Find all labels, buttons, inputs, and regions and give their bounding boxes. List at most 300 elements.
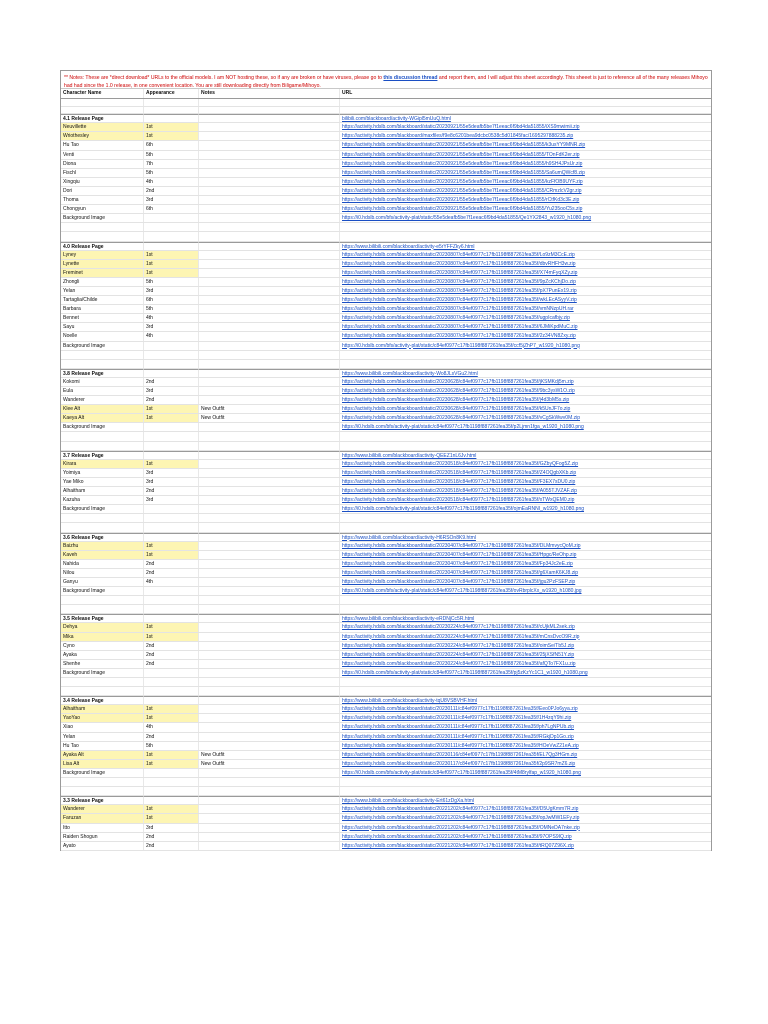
character-name-cell: Background Image (61, 423, 144, 431)
empty-cell (199, 107, 340, 114)
appearance-cell (144, 214, 199, 222)
character-name-cell: Xingqiu (61, 178, 144, 186)
notes-cell: New Outfit (199, 751, 340, 759)
character-name-cell: Chongyun (61, 205, 144, 213)
download-url-link[interactable]: https://activity.hdslb.com/blackboard/static/20230807/c84ef0977c17fb1198f887261fea35f/vmNNzpUH.rar (342, 306, 574, 313)
appearance-cell: 3rd (144, 196, 199, 204)
notes-cell: New Outfit (199, 405, 340, 413)
blank-row (61, 787, 711, 796)
table-row (61, 378, 711, 387)
notes-cell (199, 842, 340, 850)
download-url-link[interactable]: https://activity.hdslb.com/blackboard/static/20230807/c84ef0977c17fb1198f887261fea35f/pX7PunEx19.zip (342, 287, 577, 294)
empty-cell (144, 232, 199, 240)
character-name-cell: Background Image (61, 342, 144, 350)
notes-cell (199, 833, 340, 841)
empty-cell (144, 451, 199, 459)
notes-cell (199, 396, 340, 404)
empty-cell (144, 442, 199, 450)
release-page-link[interactable]: https://www.bilibili.com/blackboard/activity-e5rYFFZky6.html (340, 242, 711, 250)
release-page-link[interactable]: bilibili.com/blackboard/activity-WGipl5mUuQ.html (340, 114, 711, 122)
table-row (61, 141, 711, 150)
blank-row (61, 99, 711, 107)
empty-cell (61, 99, 144, 106)
notes-cell (199, 496, 340, 504)
table-row (61, 478, 711, 487)
download-url-link[interactable]: https://activity.hdslb.com/blackboard/static/20230921/55e5deafb5be7f1eeac6f9bd4da51855/k3usYY9MNR.zip (342, 142, 586, 149)
download-url-link[interactable]: https://i0.hdslb.com/bfs/activity-plat/static/c84ef0977c17fb1198f887261fea35f/ccf5jZhP7_w1920_h1080.png (342, 342, 580, 349)
download-url-link[interactable]: https://activity.hdslb.com/blackboard/static/20230628/c84ef0977c17fb1198f887261fea35f/jKSMKdj5m.zip (342, 378, 574, 385)
section-title: 4.0 Release Page (61, 242, 144, 250)
character-name-cell: Ayato (61, 842, 144, 850)
empty-cell (340, 442, 711, 450)
notes-cell (199, 460, 340, 468)
character-name-cell: Mika (61, 633, 144, 641)
download-url-link[interactable]: https://activity.hdslb.com/blackboard/static/20230224/c84ef0977c17fb1198f887261fea35f/afQTo7FX1u.zip (342, 660, 576, 667)
empty-cell (61, 514, 144, 522)
appearance-cell: 2nd (144, 660, 199, 668)
character-name-cell: Background Image (61, 669, 144, 677)
download-url-link[interactable]: https://activity.hdslb.com/blackboard/static/20230628/c84ef0977c17fb1198f887261fea35f/j4d3bM5s.zip (342, 397, 570, 404)
empty-cell (199, 451, 340, 459)
character-name-cell: Thoma (61, 196, 144, 204)
notes-text-part1: ** Notes: These are *direct download* URLs to the official models. I am NOT hosting these, so if any are broken or have viruses, please go to (64, 75, 384, 81)
table-row (61, 169, 711, 178)
appearance-cell: 1st (144, 460, 199, 468)
empty-cell (61, 442, 144, 450)
table-row (61, 642, 711, 651)
notes-cell (199, 551, 340, 559)
download-url-link[interactable]: https://activity.hdslb.com/blackboard/static/20230807/c84ef0977c17fb1198f887261fea35f/9pZcKChjDo.zip (342, 278, 576, 285)
table-row (61, 769, 711, 778)
empty-cell (144, 596, 199, 604)
character-name-cell: Yelan (61, 287, 144, 295)
character-name-cell: Barbara (61, 305, 144, 313)
download-url-link[interactable]: https://activity.hdslb.com/blackboard/static/20230407/c84ef0977c17fb1198f887261fea35f/Fp34Jc2eE.zip (342, 560, 573, 567)
sheet-body (61, 99, 711, 851)
download-url-link[interactable]: https://i0.hdslb.com/bfs/activity-plat/static/c84ef0977c17fb1198f887261fea35f/ojmEaRNNI_w1920_h1080.png (342, 506, 585, 513)
download-url-link[interactable]: https://activity.hdslb.com/blackboard/static/20230111/c84ef0977c17fb1198f887261fea35f/ph7LgNPUb.zip (342, 724, 575, 731)
appearance-cell: 2nd (144, 560, 199, 568)
character-name-cell: Klee Alt (61, 405, 144, 413)
table-row (61, 660, 711, 669)
appearance-cell: 7th (144, 160, 199, 168)
appearance-cell (144, 505, 199, 513)
notes-cell (199, 714, 340, 722)
release-page-link[interactable]: https://www.bilibili.com/blackboard/activity-QEEZ1nL6Jv.html (340, 451, 711, 459)
empty-cell (199, 223, 340, 231)
blank-row (61, 687, 711, 696)
appearance-cell (144, 587, 199, 595)
notes-cell (199, 805, 340, 813)
empty-cell (61, 223, 144, 231)
appearance-cell: 4th (144, 332, 199, 340)
empty-cell (340, 223, 711, 231)
download-url-link[interactable]: https://activity.hdslb.com/blackboard/static/20230518/c84ef0977c17fb1198f887261fea35f/F3EX7sDU0.zip (342, 478, 576, 485)
appearance-cell: 1st (144, 414, 199, 422)
table-row (61, 332, 711, 341)
character-name-cell: Ayaka (61, 651, 144, 659)
character-name-cell: Shenhe (61, 660, 144, 668)
empty-cell (199, 360, 340, 368)
header-url: URL (342, 90, 353, 96)
notes-cell (199, 323, 340, 331)
empty-cell (144, 242, 199, 250)
release-page-link[interactable]: https://www.bilibili.com/blackboard/activity-H6RSOn8K9.html (340, 533, 711, 541)
appearance-cell: 6th (144, 141, 199, 149)
empty-cell (144, 369, 199, 377)
character-name-cell: Eula (61, 387, 144, 395)
appearance-cell: 4th (144, 314, 199, 322)
spreadsheet (60, 70, 712, 851)
empty-cell (199, 523, 340, 531)
notes-cell (199, 587, 340, 595)
download-url-link[interactable]: https://activity.hdslb.com/blackboard/static/20230807/c84ef0977c17fb1198f887261fea35f/ugpIcafbjy.zip (342, 315, 570, 322)
header-notes: Notes (199, 89, 340, 98)
notes-cell (199, 187, 340, 195)
notes-text-part2: and report them, and I will adjust this sheet accordingly. This sheeet is just to reference all of the many releases Mihoyo had had since the 1.0 release, in one convenient location. You are still downloading directly from Biligame/Mihoyo. (64, 75, 708, 89)
empty-cell (199, 432, 340, 440)
notes-cell (199, 705, 340, 713)
download-url-link[interactable]: https://activity.hdslb.com/blackboard/static/20230224/c84ef0977c17fb1198f887261fea35f/mCnsDvcO9R.zip (342, 633, 580, 640)
character-name-cell: Lisa Alt (61, 760, 144, 768)
table-row (61, 342, 711, 351)
notes-cell (199, 332, 340, 340)
appearance-cell: 2nd (144, 569, 199, 577)
download-url-link[interactable]: https://activity.hdslb.com/blackboard/static/20230921/55e5deafb5be7f1eeac6f9bd4da51855/TOnFdK2er.zip (342, 151, 580, 158)
notes-cell (199, 123, 340, 131)
download-url-link[interactable]: https://activity.hdslb.com/blackboard/static/20230807/c84ef0977c17fb1198f887261fea35f/X74mFyqXZy.zip (342, 269, 578, 276)
appearance-cell: 3rd (144, 478, 199, 486)
empty-cell (199, 369, 340, 377)
table-row (61, 214, 711, 223)
appearance-cell: 5th (144, 305, 199, 313)
appearance-cell (144, 423, 199, 431)
empty-cell (199, 533, 340, 541)
character-name-cell: Ganyu (61, 578, 144, 586)
empty-cell (340, 596, 711, 604)
notes-cell (199, 160, 340, 168)
download-url-link[interactable]: https://activity.hdslb.com/blackboard/static/20221202/c84ef0977c17fb1198f887261fea35f/97OPS9IQ.zip (342, 833, 572, 840)
download-url-link[interactable]: https://activity.hdslb.com/blackboard/static/20230224/c84ef0977c17fb1198f887261fea35f/oimSe/Tb5J.zip (342, 642, 575, 649)
character-name-cell: Cyno (61, 642, 144, 650)
download-url-link[interactable]: https://activity.hdslb.com/blackboard/static/20230224/c84ef0977c17fb1198f887261fea35f/cUjkML2sek.zip (342, 624, 575, 631)
notes-cell (199, 660, 340, 668)
download-url-link[interactable]: https://activity.hdslb.com/blackboard/static/20230111/c84ef0977c17fb1198f887261fea35f/RGkjDp1Go.zip (342, 733, 574, 740)
download-url-link[interactable]: https://activity.hdslb.com/blackboard/static/20230407/c84ef0977c17fb1198f887261fea35f/g6XamK6KJ8.zip (342, 569, 579, 576)
empty-cell (199, 114, 340, 122)
download-url-link[interactable]: https://activity.hdslb.com/blackboard/static/20230407/c84ef0977c17fb1198f887261fea35f/DLMmvycQoM.zip (342, 542, 581, 549)
section-title: 3.7 Release Page (61, 451, 144, 459)
notes-cell (199, 378, 340, 386)
empty-cell (199, 99, 340, 106)
notes-cell: New Outfit (199, 760, 340, 768)
table-row (61, 587, 711, 596)
character-name-cell: Yelan (61, 733, 144, 741)
download-url-link[interactable]: https://activity.hdslb.com/blackboard/static/20230921/55e5deafb5be7f1eeac6f9bd4da51855/h9SH4JPsUr.zip (342, 160, 583, 167)
character-name-cell: Background Image (61, 214, 144, 222)
download-url-link[interactable]: https://activity.hdslb.com/blackboard/static/20230407/c84ef0977c17fb1198f887261fea35f/Hpgc/ReOhp.zip (342, 551, 577, 558)
notes-cell (199, 542, 340, 550)
empty-cell (61, 596, 144, 604)
appearance-cell: 1st (144, 542, 199, 550)
download-url-link[interactable]: https://activity.hdslb.com/blackboard/static/20230921/55e5deafb5be7f1eeac6f9bd4da51855/rCtfKd3c3E.zip (342, 197, 580, 204)
table-row (61, 305, 711, 314)
character-name-cell: Dori (61, 187, 144, 195)
empty-cell (144, 114, 199, 122)
empty-cell (340, 360, 711, 368)
table-row (61, 733, 711, 742)
appearance-cell: 3rd (144, 387, 199, 395)
empty-cell (61, 360, 144, 368)
release-page-link[interactable]: https://www.bilibili.com/blackboard/activity-Wo8JLsVGu2.html (340, 369, 711, 377)
empty-cell (144, 787, 199, 795)
notes-cell (199, 578, 340, 586)
download-url-link[interactable]: https://activity.hdslb.com/blackboard/static/20230921/55e5deafb5be7f1eeac6f9bd4da51855/kzFfOB9UYF.zip (342, 178, 583, 185)
download-url-link[interactable]: https://activity.hdslb.com/blackboard/static/20230807/c84ef0977c17fb1198f887261fea35f/dbvRHFH3w.zip (342, 260, 576, 267)
empty-cell (144, 360, 199, 368)
section-title: 3.5 Release Page (61, 614, 144, 622)
table-row (61, 623, 711, 632)
empty-cell (199, 678, 340, 686)
table-row (61, 760, 711, 769)
download-url-link[interactable]: https://activity.hdslb.com/blackboard/static/20221202/c84ef0977c17fb1198f887261fea35f/tRQ07Z96X.zip (342, 842, 574, 849)
blank-row (61, 596, 711, 605)
notes-cell (199, 260, 340, 268)
blank-row (61, 107, 711, 115)
empty-cell (144, 523, 199, 531)
character-name-cell: Kaveh (61, 551, 144, 559)
download-url-link[interactable]: https://activity.hdslb.com/blackboard/static/20230518/c84ef0977c17fb1198f887261fea35f/xTWxQEM0.zip (342, 497, 575, 504)
empty-cell (340, 432, 711, 440)
download-url-link[interactable]: https://activity.hdslb.com/blackboard/static/20230921/55e5deafb5be7f1eeac6f9bd4da51855/Yu235ooC5s.zip (342, 206, 583, 213)
character-name-cell: Baizhu (61, 542, 144, 550)
empty-cell (144, 678, 199, 686)
table-row (61, 487, 711, 496)
table-row (61, 505, 711, 514)
download-url-link[interactable]: https://activity.hdslb.com/blackboard/static/20230117/c84ef0977c17fb1198f887261fea35f/2p9SR7mZ6.zip (342, 760, 576, 767)
appearance-cell (144, 669, 199, 677)
appearance-cell (144, 342, 199, 350)
table-row (61, 805, 711, 814)
appearance-cell: 3rd (144, 824, 199, 832)
section-header-row (61, 614, 711, 623)
appearance-cell: 6th (144, 205, 199, 213)
section-header-row (61, 796, 711, 805)
table-row (61, 405, 711, 414)
table-row (61, 496, 711, 505)
section-title: 3.6 Release Page (61, 533, 144, 541)
table-row (61, 578, 711, 587)
table-row (61, 633, 711, 642)
character-name-cell: Ayaka Alt (61, 751, 144, 759)
download-url-link[interactable]: https://activity.hdslb.com/blackboard/static/20230407/c84ef0977c17fb1198f887261fea35f/jgu2PzFSEP.zip (342, 578, 576, 585)
empty-cell (340, 678, 711, 686)
appearance-cell: 1st (144, 633, 199, 641)
appearance-cell: 1st (144, 269, 199, 277)
release-page-link[interactable]: https://www.bilibili.com/blackboard/activity-tqU8VSBVHF.html (340, 696, 711, 704)
empty-cell (61, 107, 144, 114)
blank-row (61, 432, 711, 441)
notes-cell (199, 723, 340, 731)
notes-cell (61, 71, 711, 89)
appearance-cell: 4th (144, 178, 199, 186)
section-title: 4.1 Release Page (61, 114, 144, 122)
character-name-cell: Kirara (61, 460, 144, 468)
notes-cell (199, 478, 340, 486)
character-name-cell: Hu Tao (61, 141, 144, 149)
section-title: 3.4 Release Page (61, 696, 144, 704)
empty-cell (340, 778, 711, 786)
empty-cell (61, 432, 144, 440)
empty-cell (199, 696, 340, 704)
notes-cell (199, 560, 340, 568)
download-url-link[interactable]: https://activity.hdslb.com/blackboard/static/20230807/c84ef0977c17fb1198f887261fea35f/Lo9zM3CcE.zip (342, 251, 575, 258)
download-url-link[interactable]: https://activity.hdslb.com/blackboard/maxfiles/f9e8c6201bea9dcbc0538c5d01845fac/1695297888235.zip (342, 133, 574, 140)
notes-cell (199, 251, 340, 259)
empty-cell (61, 523, 144, 531)
empty-cell (144, 514, 199, 522)
table-row (61, 669, 711, 678)
notes-cell (199, 642, 340, 650)
empty-cell (340, 514, 711, 522)
blank-row (61, 605, 711, 614)
download-url-link[interactable]: https://activity.hdslb.com/blackboard/static/20221202/c84ef0977c17fb1198f887261fea35f/OMNeDA7nke.zip (342, 824, 580, 831)
blank-row (61, 778, 711, 787)
download-url-link[interactable]: https://activity.hdslb.com/blackboard/static/20230518/c84ef0977c17fb1198f887261fea35f/GZbyQFog5Z.zip (342, 460, 579, 467)
download-url-link[interactable]: https://activity.hdslb.com/blackboard/static/20230518/c84ef0977c17fb1198f887261fea35f/Z4OQgbXKb.zip (342, 469, 577, 476)
table-row (61, 132, 711, 141)
character-name-cell: Kaeya Alt (61, 414, 144, 422)
download-url-link[interactable]: https://activity.hdslb.com/blackboard/static/20230111/c84ef0977c17fb1198f887261fea35f/1H4zqY9hi.zip (342, 715, 572, 722)
appearance-cell: 4th (144, 723, 199, 731)
notes-cell: New Outfit (199, 414, 340, 422)
empty-cell (340, 351, 711, 359)
empty-cell (340, 99, 711, 106)
empty-cell (199, 232, 340, 240)
character-name-cell: Sayu (61, 323, 144, 331)
download-url-link[interactable]: https://i0.hdslb.com/bfs/activity-plat/static/c84ef0977c17fb1198f887261fea35f/p2Ljmn1fga_w1920_h1080.png (342, 424, 584, 431)
download-url-link[interactable]: https://i0.hdslb.com/bfs/activity-plat/static/c84ef0977c17fb1198f887261fea35f/pj5zKzYc1C1_w1920_h1080.png (342, 669, 588, 676)
notes-cell (199, 814, 340, 822)
table-row (61, 287, 711, 296)
appearance-cell: 5th (144, 151, 199, 159)
blank-row (61, 360, 711, 369)
download-url-link[interactable]: https://activity.hdslb.com/blackboard/static/20230921/55e5deafb5be7f1eeac6f9bd4da51855/Sa6umQWcf8.zip (342, 169, 585, 176)
empty-cell (199, 778, 340, 786)
release-page-link[interactable]: https://www.bilibili.com/blackboard/activity-Ert61zDgXa.html (340, 796, 711, 804)
table-row (61, 314, 711, 323)
section-title: 3.3 Release Page (61, 796, 144, 804)
download-url-link[interactable]: https://activity.hdslb.com/blackboard/static/20230628/c84ef0977c17fb1198f887261fea35f/9bc3ysW1O.zip (342, 388, 575, 394)
appearance-cell: 2nd (144, 187, 199, 195)
table-row (61, 742, 711, 751)
table-row (61, 833, 711, 842)
download-url-link[interactable]: https://activity.hdslb.com/blackboard/static/20230807/c84ef0977c17fb1198f887261fea35f/6JMiKpdMuC.zip (342, 324, 578, 331)
empty-cell (199, 351, 340, 359)
blank-row (61, 678, 711, 687)
notes-cell (199, 623, 340, 631)
empty-cell (340, 787, 711, 795)
character-name-cell: Wanderer (61, 396, 144, 404)
download-url-link[interactable]: https://activity.hdslb.com/blackboard/static/20230921/55e5deafb5be7f1eeac6f9bd4da51855/iXS9mwimii.zip (342, 124, 580, 131)
table-row (61, 814, 711, 823)
notes-cell (199, 196, 340, 204)
section-header-row (61, 533, 711, 542)
empty-cell (61, 778, 144, 786)
discussion-thread-link[interactable]: this discussion thread (383, 75, 438, 81)
table-row (61, 396, 711, 405)
notes-cell (199, 296, 340, 304)
character-name-cell: Yae Miko (61, 478, 144, 486)
download-url-link[interactable]: https://activity.hdslb.com/blackboard/static/20230807/c84ef0977c17fb1198f887261fea35f/2z34VN8Zxy.zip (342, 333, 576, 340)
character-name-cell: Fischl (61, 169, 144, 177)
notes-cell (199, 169, 340, 177)
table-row (61, 824, 711, 833)
appearance-cell: 2nd (144, 396, 199, 404)
download-url-link[interactable]: https://activity.hdslb.com/blackboard/static/20230116/c84ef0977c17fb1198f887261fea35f/EL7Qg3HGm.zip (342, 751, 578, 758)
notes-cell (199, 269, 340, 277)
notes-cell (199, 733, 340, 741)
empty-cell (144, 605, 199, 613)
character-name-cell: Freminet (61, 269, 144, 277)
empty-cell (199, 442, 340, 450)
notes-cell (199, 342, 340, 350)
download-url-link[interactable]: https://activity.hdslb.com/blackboard/static/20230224/c84ef0977c17fb1198f887261fea35f/25jXSfN51Y.zip (342, 651, 575, 658)
character-name-cell: Background Image (61, 587, 144, 595)
download-url-link[interactable]: https://activity.hdslb.com/blackboard/static/20221202/c84ef0977c17fb1198f887261fea35f/opJwMW1EFy.zip (342, 815, 580, 822)
appearance-cell: 5th (144, 169, 199, 177)
appearance-cell: 1st (144, 123, 199, 131)
appearance-cell: 1st (144, 705, 199, 713)
table-row (61, 551, 711, 560)
release-page-link[interactable]: https://www.bilibili.com/blackboard/activity-eRDNjCc5R.html (340, 614, 711, 622)
blank-row (61, 514, 711, 523)
table-row (61, 542, 711, 551)
appearance-cell: 1st (144, 405, 199, 413)
table-row (61, 278, 711, 287)
download-url-link[interactable]: https://activity.hdslb.com/blackboard/static/20230807/c84ef0977c17fb1198f887261fea35f/wkLEcASyyV.zip (342, 297, 577, 304)
table-row (61, 123, 711, 132)
download-url-link[interactable]: https://activity.hdslb.com/blackboard/static/20230111/c84ef0977c17fb1198f887261fea35f/HOeVwZ21eA.zip (342, 742, 579, 749)
character-name-cell: Dehya (61, 623, 144, 631)
download-url-link[interactable]: https://activity.hdslb.com/blackboard/static/20230518/c84ef0977c17fb1198f887261fea35f/A055TJVZAF.zip (342, 488, 577, 495)
section-header-row (61, 114, 711, 123)
appearance-cell: 1st (144, 751, 199, 759)
empty-cell (340, 107, 711, 114)
table-row (61, 842, 711, 851)
empty-cell (340, 523, 711, 531)
character-name-cell: Background Image (61, 769, 144, 777)
table-row (61, 151, 711, 160)
appearance-cell: 1st (144, 260, 199, 268)
character-name-cell: Neuvillette (61, 123, 144, 131)
download-url-link[interactable]: https://activity.hdslb.com/blackboard/static/20230628/c84ef0977c17fb1198f887261fea35f/k5UnJF7o.zip (342, 406, 571, 413)
download-url-link[interactable]: https://i0.hdslb.com/bfs/activity-plat/static/55e5deafb5be7f1eeac6f9bd4da51855/Qe1YX2843_w1920_h1080.png (342, 215, 592, 222)
appearance-cell: 2nd (144, 378, 199, 386)
download-url-link[interactable]: https://activity.hdslb.com/blackboard/static/20230921/55e5deafb5be7f1eeac6f9bd4da51855/CRmzlcV2gr.zip (342, 187, 582, 194)
download-url-link[interactable]: https://i0.hdslb.com/bfs/activity-plat/static/c84ef0977c17fb1198f887261fea35f/ovRbrplcXx_w1920_h1080.jpg (342, 588, 582, 595)
download-url-link[interactable]: https://i0.hdslb.com/bfs/activity-plat/static/c84ef0977c17fb1198f887261fea35f/4tM8rylfap_w1920_h1080.png (342, 769, 581, 776)
appearance-cell: 2nd (144, 487, 199, 495)
appearance-cell: 1st (144, 551, 199, 559)
character-name-cell: Hu Tao (61, 742, 144, 750)
download-url-link[interactable]: https://activity.hdslb.com/blackboard/static/20230111/c84ef0977c17fb1198f887261fea35f/Eeo0PJo6yya.zip (342, 706, 578, 713)
notes-cell (199, 569, 340, 577)
notes-cell (199, 824, 340, 832)
character-name-cell: Tartaglia/Childe (61, 296, 144, 304)
download-url-link[interactable]: https://activity.hdslb.com/blackboard/static/20230628/c84ef0977c17fb1198f887261fea35f/vCgSkWwv0M.zip (342, 415, 581, 422)
download-url-link[interactable]: https://activity.hdslb.com/blackboard/static/20221202/c84ef0977c17fb1198f887261fea35f/D5UgKmm7R.zip (342, 806, 579, 813)
